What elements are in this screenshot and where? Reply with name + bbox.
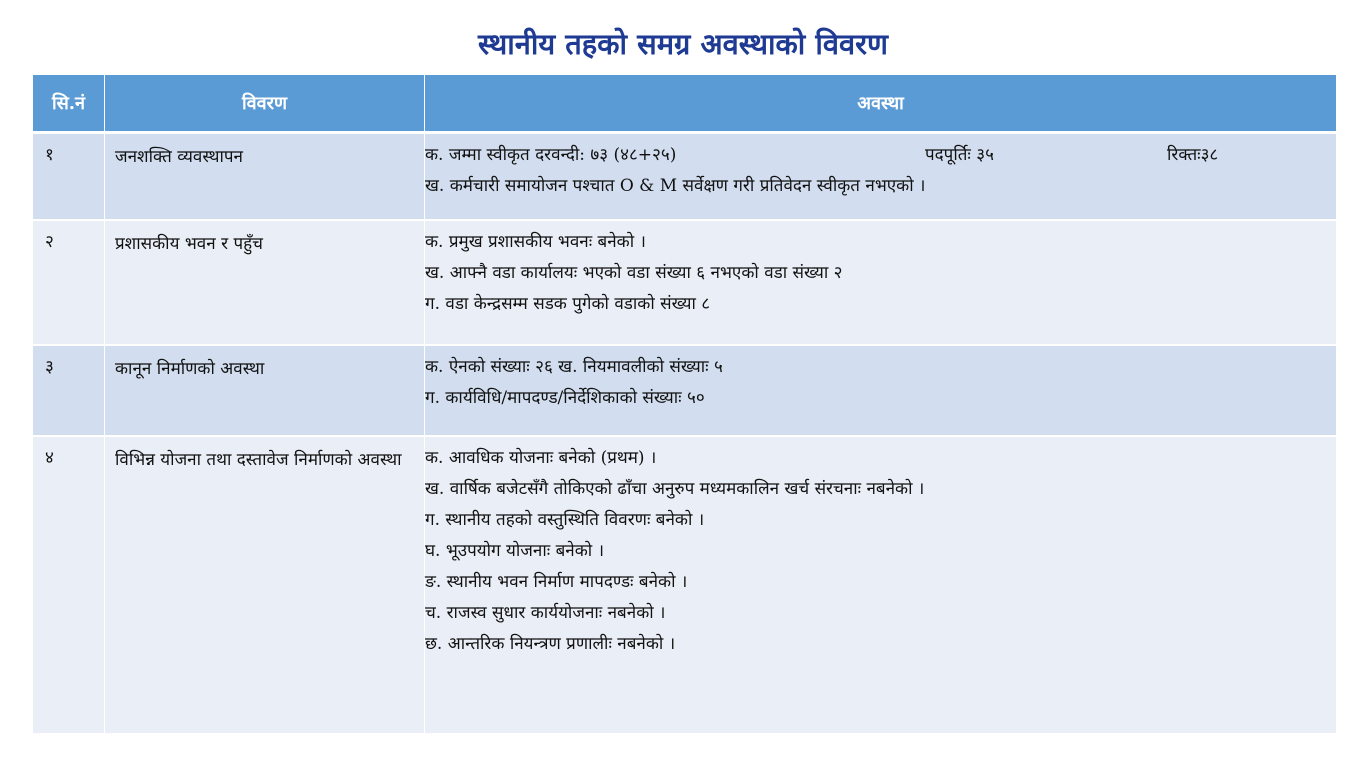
status-line: ग. वडा केन्द्रसम्म सडक पुगेको वडाको संख्या ८ [425, 293, 711, 314]
status-vacant: रिक्तः३८ [1167, 145, 1219, 165]
row-status [425, 220, 1337, 345]
row-status [425, 345, 1337, 436]
status-line: ङ. स्थानीय भवन निर्माण मापदण्डः बनेको । [425, 571, 688, 592]
status-filled: पदपूर्तिः ३५ [925, 145, 994, 165]
row-sn: १ [33, 133, 105, 220]
row-sn: २ [33, 220, 105, 345]
table-row [33, 345, 1337, 436]
status-line: क. आवधिक योजनाः बनेको (प्रथम) । [425, 447, 657, 468]
status-line: ग. स्थानीय तहको वस्तुस्थिति विवरणः बनेको । [425, 509, 705, 530]
row-status [425, 133, 1337, 220]
table-row [33, 220, 1337, 345]
row-sn: ३ [33, 345, 105, 436]
table-row [33, 133, 1337, 220]
header-sn: सि.नं [33, 75, 105, 133]
row-sn: ४ [33, 436, 105, 734]
row-description: विभिन्न योजना तथा दस्तावेज निर्माणको अवस्था [105, 436, 425, 734]
status-line: घ. भूउपयोग योजनाः बनेको । [425, 540, 605, 561]
status-line: ख. वार्षिक बजेटसँगै तोकिएको ढाँचा अनुरुप मध्यमकालिन खर्च संरचनाः नबनेको । [425, 478, 925, 499]
header-description: विवरण [105, 75, 425, 133]
header-status: अवस्था [425, 75, 1337, 133]
status-line: क. प्रमुख प्रशासकीय भवनः बनेको । [425, 231, 646, 252]
row-description: जनशक्ति व्यवस्थापन [105, 133, 425, 220]
status-line [425, 140, 1326, 171]
row-status [425, 436, 1337, 734]
status-table [32, 75, 1337, 735]
status-line: क. ऐनको संख्याः २६ ख. नियमावलीको संख्याः ५ [425, 356, 723, 377]
status-sanctioned: क. जम्मा स्वीकृत दरवन्दी: ७३ (४८+२५) [425, 145, 677, 165]
table-row [33, 436, 1337, 734]
status-line: च. राजस्व सुधार कार्ययोजनाः नबनेको । [425, 602, 666, 623]
status-line: ख. कर्मचारी समायोजन पश्चात O & M सर्वेक्षण गरी प्रतिवेदन स्वीकृत नभएको । [425, 176, 926, 196]
row-description: कानून निर्माणको अवस्था [105, 345, 425, 436]
table-header-row [33, 75, 1337, 133]
status-line: छ. आन्तरिक नियन्त्रण प्रणालीः नबनेको । [425, 633, 676, 654]
page-title: स्थानीय तहको समग्र अवस्थाको विवरण [478, 27, 888, 61]
row-description: प्रशासकीय भवन र पहुँच [105, 220, 425, 345]
status-line: ख. आफ्नै वडा कार्यालयः भएको वडा संख्या ६ नभएको वडा संख्या २ [425, 262, 843, 283]
status-line: ग. कार्यविधि/मापदण्ड/निर्देशिकाको संख्याः ५० [425, 387, 705, 408]
